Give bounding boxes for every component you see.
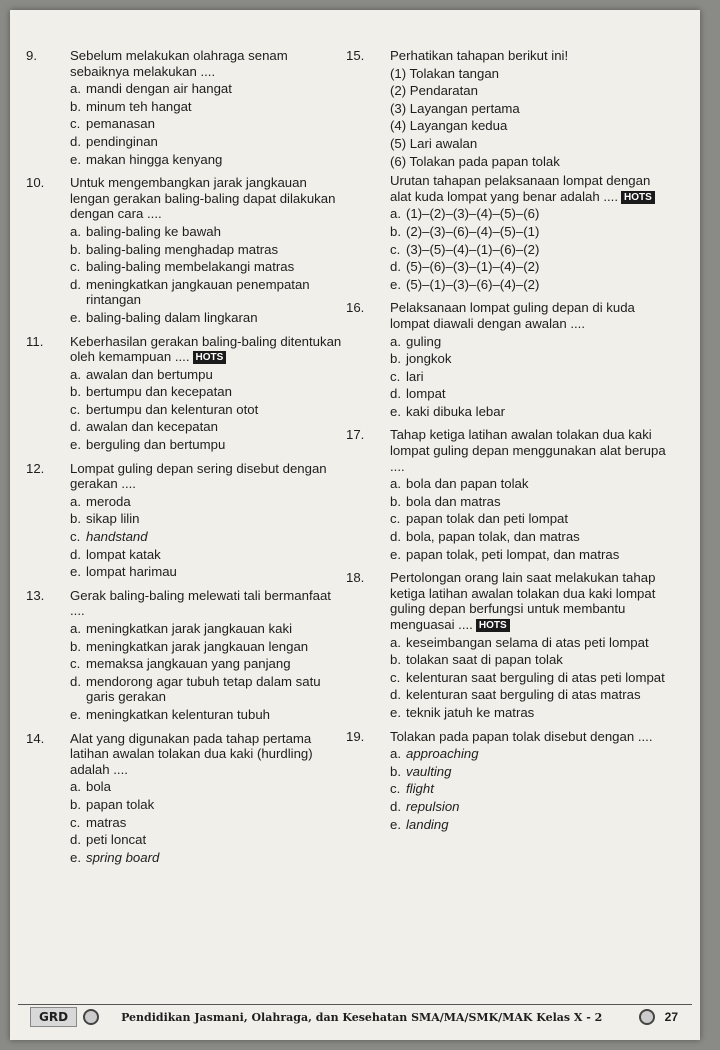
answer-option[interactable] xyxy=(70,134,344,150)
question-stem: Gerak baling-baling melewati tali bermanfaat .... xyxy=(70,587,331,619)
option-text: approaching xyxy=(406,746,479,762)
answer-option[interactable] xyxy=(70,494,344,510)
option-text: teknik jatuh ke matras xyxy=(406,704,535,720)
question-body xyxy=(70,334,344,453)
question-item xyxy=(346,729,668,833)
question-number: 19. xyxy=(346,728,365,744)
step-item: (1) Tolakan tangan xyxy=(390,65,499,81)
question-body xyxy=(70,175,344,325)
option-letter: a. xyxy=(70,779,81,795)
option-letter: d. xyxy=(390,259,401,275)
question-body xyxy=(70,731,344,866)
answer-option[interactable] xyxy=(390,494,668,510)
option-letter: a. xyxy=(70,621,81,636)
option-letter: a. xyxy=(390,634,401,650)
option-letter: b. xyxy=(70,384,81,400)
question-stem: Pertolongan orang lain saat melakukan tahap ketiga latihan awalan tolakan dua kaki lompat guling depan berfungsi untuk membantu menguasai .... xyxy=(390,570,656,632)
option-letter: e. xyxy=(70,151,81,167)
option-text: bola, papan tolak, dan matras xyxy=(406,529,580,545)
answer-option[interactable] xyxy=(70,547,344,563)
step-item: (2) Pendaratan xyxy=(390,83,478,99)
option-text: awalan dan kecepatan xyxy=(86,419,218,435)
option-letter: b. xyxy=(70,98,81,114)
answer-option[interactable] xyxy=(70,639,344,655)
question-number: 15. xyxy=(346,48,365,63)
answer-option[interactable] xyxy=(390,746,668,762)
option-letter: c. xyxy=(70,814,81,830)
question-text xyxy=(70,48,344,79)
option-text: lari xyxy=(406,368,424,384)
answer-option[interactable] xyxy=(70,511,344,527)
question-stem-2: Urutan tahapan pelaksanaan lompat dengan alat kuda lompat yang benar adalah .... xyxy=(390,173,651,204)
option-text: baling-baling ke bawah xyxy=(86,223,221,239)
option-letter: c. xyxy=(70,656,81,672)
answer-option[interactable] xyxy=(70,116,344,132)
circle-icon xyxy=(83,1009,99,1025)
option-text: bola dan matras xyxy=(406,493,501,509)
question-text xyxy=(70,334,344,365)
step-item: (4) Layangan kedua xyxy=(390,118,508,134)
option-letter: b. xyxy=(70,796,81,812)
option-letter: a. xyxy=(70,81,81,97)
option-text: memaksa jangkauan yang panjang xyxy=(86,656,291,672)
answer-option[interactable] xyxy=(70,99,344,115)
question-number: 13. xyxy=(26,587,45,603)
answer-option[interactable] xyxy=(70,832,344,848)
option-letter: b. xyxy=(390,223,401,239)
answer-option[interactable] xyxy=(70,707,344,723)
answer-option[interactable] xyxy=(70,224,344,240)
question-text xyxy=(390,729,668,745)
step-item: (6) Tolakan pada papan tolak xyxy=(390,153,560,169)
question-number: 9. xyxy=(26,48,37,63)
hots-badge: HOTS xyxy=(621,191,655,204)
option-letter: d. xyxy=(390,529,401,545)
answer-option[interactable] xyxy=(70,259,344,275)
option-text: pemanasan xyxy=(86,116,155,132)
option-letter: c. xyxy=(390,368,401,384)
option-letter: c. xyxy=(70,529,81,545)
option-text: baling-baling membelakangi matras xyxy=(86,259,295,275)
page-number: 27 xyxy=(664,1010,678,1024)
answer-option[interactable] xyxy=(390,799,668,815)
question-item xyxy=(26,588,344,723)
question-stem: Lompat guling depan sering disebut dengan gerakan .... xyxy=(70,460,327,492)
option-letter: d. xyxy=(70,133,81,149)
textbook-page xyxy=(10,10,700,1040)
question-stem: Sebelum melakukan olahraga senam sebaiknya melakukan .... xyxy=(70,48,288,79)
question-body xyxy=(390,729,668,833)
option-text: kelenturan saat berguling di atas peti lompat xyxy=(406,669,665,685)
question-item xyxy=(26,48,344,167)
book-title: Pendidikan Jasmani, Olahraga, dan Kesehatan SMA/MA/SMK/MAK Kelas X - 2 xyxy=(121,1010,603,1024)
question-stem: Perhatikan tahapan berikut ini! xyxy=(390,48,569,63)
answer-option[interactable] xyxy=(70,529,344,545)
answer-option[interactable] xyxy=(70,437,344,453)
option-text: bertumpu dan kecepatan xyxy=(86,384,232,400)
answer-option[interactable] xyxy=(70,779,344,795)
question-item xyxy=(346,427,668,562)
option-text: guling xyxy=(406,333,442,349)
option-letter: c. xyxy=(70,116,81,132)
answer-option[interactable] xyxy=(70,402,344,418)
option-text: (5)–(6)–(3)–(1)–(4)–(2) xyxy=(406,259,540,275)
option-text: handstand xyxy=(86,529,148,545)
answer-option[interactable] xyxy=(390,687,668,703)
question-text xyxy=(70,588,344,619)
question-body xyxy=(390,427,668,562)
answer-option[interactable] xyxy=(390,529,668,545)
option-text: pendinginan xyxy=(86,133,158,149)
option-text: bola xyxy=(86,779,111,795)
option-text: papan tolak dan peti lompat xyxy=(406,511,569,527)
option-letter: c. xyxy=(390,781,401,797)
option-letter: d. xyxy=(70,419,81,435)
answer-option[interactable] xyxy=(390,781,668,797)
option-text: lompat harimau xyxy=(86,564,177,580)
hots-badge: HOTS xyxy=(193,351,227,364)
question-text xyxy=(70,175,344,222)
step-item: (5) Lari awalan xyxy=(390,135,478,151)
option-text: spring board xyxy=(86,849,160,865)
option-letter: a. xyxy=(390,333,401,349)
option-text: (5)–(1)–(3)–(6)–(4)–(2) xyxy=(406,276,540,292)
answer-option[interactable] xyxy=(390,547,668,563)
option-letter: e. xyxy=(390,276,401,292)
option-text: meningkatkan jangkauan penempatan rintangan xyxy=(86,276,310,308)
question-body xyxy=(390,300,668,419)
option-text: (2)–(3)–(6)–(4)–(5)–(1) xyxy=(406,223,540,239)
option-text: kaki dibuka lebar xyxy=(406,403,505,419)
answer-option[interactable] xyxy=(70,815,344,831)
option-letter: a. xyxy=(70,366,81,382)
answer-option[interactable] xyxy=(390,705,668,721)
option-letter: d. xyxy=(390,687,401,703)
option-letter: e. xyxy=(390,546,401,562)
option-text: vaulting xyxy=(406,763,452,779)
question-text xyxy=(390,427,668,474)
answer-option[interactable] xyxy=(70,367,344,383)
option-letter: d. xyxy=(70,276,81,292)
option-letter: b. xyxy=(70,638,81,654)
option-letter: c. xyxy=(70,259,81,275)
option-letter: c. xyxy=(390,511,401,527)
option-letter: b. xyxy=(70,511,81,527)
option-text: bola dan papan tolak xyxy=(406,476,529,492)
option-letter: e. xyxy=(70,849,81,865)
option-letter: e. xyxy=(70,437,81,453)
option-letter: b. xyxy=(70,241,81,257)
answer-option[interactable] xyxy=(390,259,668,275)
question-text xyxy=(390,570,668,632)
question-item xyxy=(26,175,344,325)
step-item: (3) Layangan pertama xyxy=(390,100,520,116)
answer-option[interactable] xyxy=(390,635,668,651)
question-body xyxy=(390,48,668,292)
question-stem: Tolakan pada papan tolak disebut dengan .... xyxy=(390,728,653,744)
question-stem: Alat yang digunakan pada tahap pertama latihan awalan tolakan dua kaki (hurdling) adalah .... xyxy=(70,730,313,777)
question-number: 12. xyxy=(26,460,45,476)
option-text: peti loncat xyxy=(86,832,147,848)
option-text: meningkatkan jarak jangkauan kaki xyxy=(86,621,292,636)
right-column xyxy=(346,48,668,840)
question-number: 17. xyxy=(346,427,365,443)
option-text: (3)–(5)–(4)–(1)–(6)–(2) xyxy=(406,241,540,257)
option-text: makan hingga kenyang xyxy=(86,151,223,167)
answer-option[interactable] xyxy=(390,224,668,240)
answer-option[interactable] xyxy=(390,334,668,350)
answer-option[interactable] xyxy=(390,670,668,686)
answer-option[interactable] xyxy=(390,511,668,527)
option-text: baling-baling dalam lingkaran xyxy=(86,309,258,325)
question-item xyxy=(346,570,668,720)
option-text: landing xyxy=(406,816,449,832)
option-text: mendorong agar tubuh tetap dalam satu garis gerakan xyxy=(86,673,321,705)
option-letter: a. xyxy=(390,746,401,762)
option-letter: d. xyxy=(70,546,81,562)
left-column xyxy=(26,48,344,873)
option-text: sikap lilin xyxy=(86,511,140,527)
option-letter: c. xyxy=(390,241,401,257)
answer-option[interactable] xyxy=(390,351,668,367)
option-text: keseimbangan selama di atas peti lompat xyxy=(406,634,649,650)
option-letter: e. xyxy=(390,704,401,720)
question-text xyxy=(390,300,668,331)
option-text: repulsion xyxy=(406,798,460,814)
answer-option[interactable] xyxy=(70,277,344,308)
question-text xyxy=(390,48,668,64)
answer-option[interactable] xyxy=(70,656,344,672)
answer-option[interactable] xyxy=(390,369,668,385)
question-text-2 xyxy=(390,173,668,204)
option-text: matras xyxy=(86,814,127,830)
answer-option[interactable] xyxy=(390,652,668,668)
option-text: meroda xyxy=(86,493,131,509)
question-item xyxy=(26,334,344,453)
question-stem: Tahap ketiga latihan awalan tolakan dua kaki lompat guling depan menggunakan alat berupa .... xyxy=(390,427,666,474)
circle-icon xyxy=(639,1009,655,1025)
option-letter: a. xyxy=(390,476,401,492)
option-letter: b. xyxy=(390,493,401,509)
option-text: flight xyxy=(406,781,434,797)
question-stem: Pelaksanaan lompat guling depan di kuda lompat diawali dengan awalan .... xyxy=(390,300,635,331)
answer-option[interactable] xyxy=(70,564,344,580)
option-text: minum teh hangat xyxy=(86,98,192,114)
option-letter: b. xyxy=(390,652,401,668)
question-body xyxy=(70,588,344,723)
option-letter: c. xyxy=(390,669,401,685)
answer-option[interactable] xyxy=(70,242,344,258)
option-letter: d. xyxy=(390,386,401,402)
question-stem: Keberhasilan gerakan baling-baling ditentukan oleh kemampuan .... xyxy=(70,333,342,365)
answer-option[interactable] xyxy=(70,384,344,400)
question-stem: Untuk mengembangkan jarak jangkauan lengan gerakan baling-baling dapat dilakukan dengan cara .... xyxy=(70,175,336,222)
option-text: lompat xyxy=(406,386,446,402)
option-letter: b. xyxy=(390,763,401,779)
question-body xyxy=(70,48,344,167)
answer-option[interactable] xyxy=(390,242,668,258)
answer-option[interactable] xyxy=(70,850,344,866)
question-body xyxy=(390,570,668,720)
answer-option[interactable] xyxy=(70,419,344,435)
option-text: papan tolak xyxy=(86,796,155,812)
question-number: 11. xyxy=(26,333,44,349)
option-letter: b. xyxy=(390,351,401,367)
option-text: meningkatkan kelenturan tubuh xyxy=(86,706,271,722)
option-text: meningkatkan jarak jangkauan lengan xyxy=(86,638,309,654)
option-text: baling-baling menghadap matras xyxy=(86,241,279,257)
option-text: lompat katak xyxy=(86,546,161,562)
option-text: tolakan saat di papan tolak xyxy=(406,652,563,668)
question-text xyxy=(70,731,344,778)
page-footer xyxy=(18,1004,692,1029)
option-letter: d. xyxy=(70,673,81,689)
answer-option[interactable] xyxy=(390,277,668,293)
answer-option[interactable] xyxy=(390,817,668,833)
answer-option[interactable] xyxy=(390,476,668,492)
answer-option[interactable] xyxy=(390,386,668,402)
answer-option[interactable] xyxy=(70,797,344,813)
answer-option[interactable] xyxy=(70,674,344,705)
question-number: 10. xyxy=(26,175,45,191)
answer-option[interactable] xyxy=(390,206,668,222)
option-letter: e. xyxy=(390,816,401,832)
question-item xyxy=(346,300,668,419)
option-text: jongkok xyxy=(406,351,452,367)
option-text: kelenturan saat berguling di atas matras xyxy=(406,687,641,703)
option-text: berguling dan bertumpu xyxy=(86,437,226,453)
option-letter: e. xyxy=(390,403,401,419)
option-letter: e. xyxy=(70,564,81,580)
option-letter: a. xyxy=(390,206,401,222)
answer-option[interactable] xyxy=(70,310,344,326)
option-letter: c. xyxy=(70,401,81,417)
option-letter: d. xyxy=(70,832,81,848)
question-number: 14. xyxy=(26,730,45,746)
question-item xyxy=(26,731,344,866)
grd-badge: GRD xyxy=(30,1007,77,1027)
option-text: (1)–(2)–(3)–(4)–(5)–(6) xyxy=(406,206,540,222)
answer-option[interactable] xyxy=(70,621,344,637)
option-text: awalan dan bertumpu xyxy=(86,366,213,382)
option-letter: a. xyxy=(70,493,81,509)
hots-badge: HOTS xyxy=(476,619,510,632)
option-letter: e. xyxy=(70,706,81,722)
option-text: papan tolak, peti lompat, dan matras xyxy=(406,546,620,562)
option-letter: d. xyxy=(390,798,401,814)
question-number: 16. xyxy=(346,300,365,316)
question-text xyxy=(70,461,344,492)
answer-option[interactable] xyxy=(70,81,344,97)
question-body xyxy=(70,461,344,580)
answer-option[interactable] xyxy=(390,404,668,420)
option-text: mandi dengan air hangat xyxy=(86,81,232,97)
question-number: 18. xyxy=(346,570,365,586)
option-text: bertumpu dan kelenturan otot xyxy=(86,401,259,417)
option-letter: e. xyxy=(70,309,81,325)
answer-option[interactable] xyxy=(390,764,668,780)
question-item xyxy=(346,48,668,292)
option-letter: a. xyxy=(70,223,81,239)
question-item xyxy=(26,461,344,580)
answer-option[interactable] xyxy=(70,152,344,168)
